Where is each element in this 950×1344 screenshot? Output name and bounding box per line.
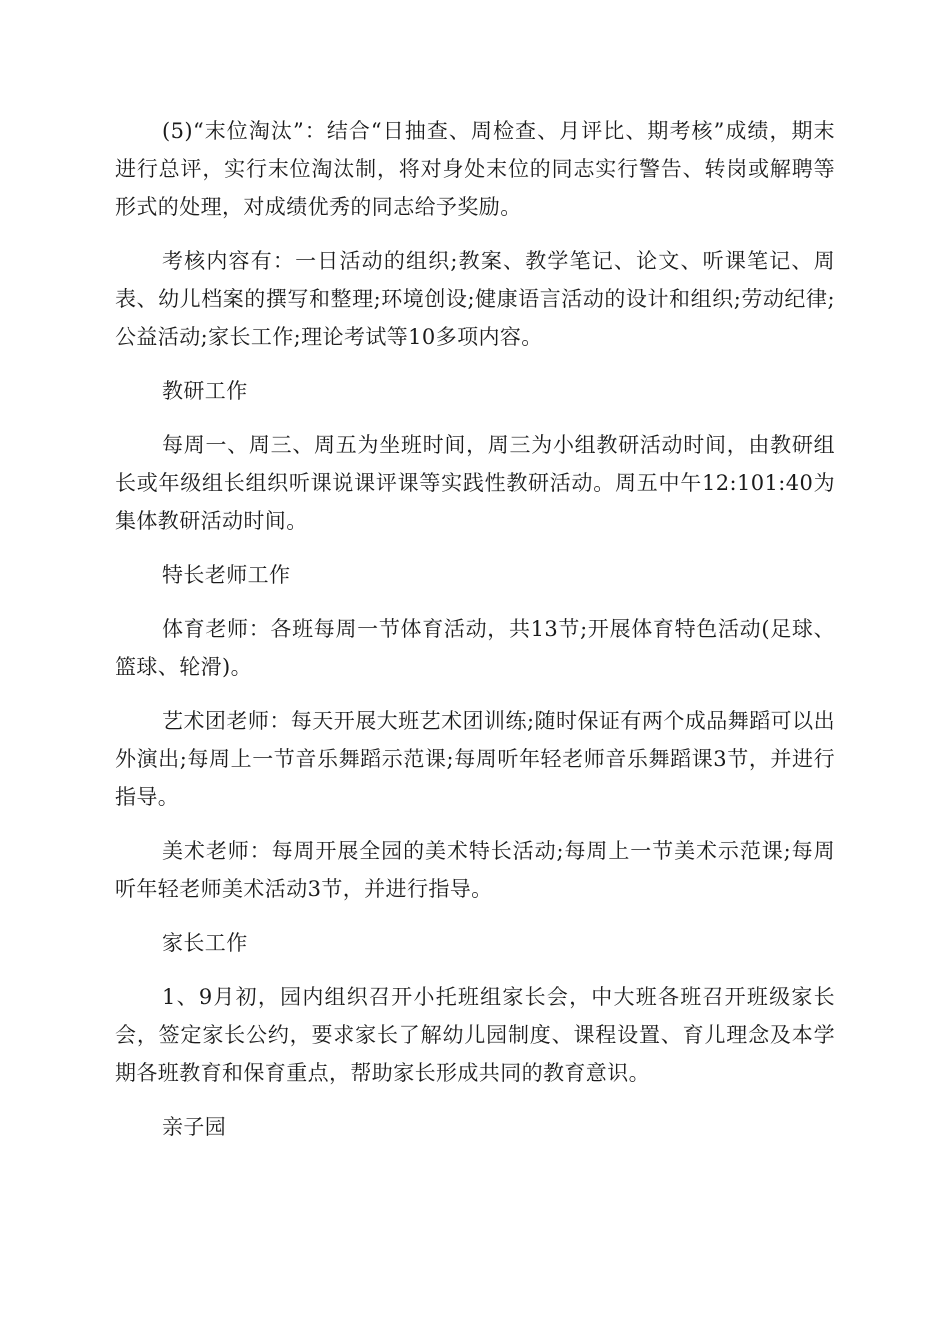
document-body xyxy=(115,112,835,1162)
section-heading-parent-child-garden: 亲子园 xyxy=(162,1115,227,1139)
section-heading-parent-work: 家长工作 xyxy=(162,931,248,955)
section-heading-teaching-research: 教研工作 xyxy=(162,379,248,403)
paragraph-teaching-research: 每周一、周三、周五为坐班时间，周三为小组教研活动时间，由教研组长或年级组长组织听课说课评课等实践性教研活动。周五中午12:101:40为集体教研活动时间。 xyxy=(115,433,835,533)
section-heading-specialist-teachers: 特长老师工作 xyxy=(162,563,291,587)
paragraph-art-troupe-teacher: 艺术团老师：每天开展大班艺术团训练;随时保证有两个成品舞蹈可以出外演出;每周上一节音乐舞蹈示范课;每周听年轻老师音乐舞蹈课3节，并进行指导。 xyxy=(115,709,835,809)
paragraph-parent-meeting: 1、9月初，园内组织召开小托班组家长会，中大班各班召开班级家长会，签定家长公约，要求家长了解幼儿园制度、课程设置、育儿理念及本学期各班教育和保育重点，帮助家长形成共同的教育意识。 xyxy=(115,985,835,1085)
paragraph-elimination: (5)“末位淘汰”：结合“日抽查、周检查、月评比、期考核”成绩，期末进行总评，实行末位淘汰制，将对身处末位的同志实行警告、转岗或解聘等形式的处理，对成绩优秀的同志给予奖励。 xyxy=(115,119,835,219)
paragraph-pe-teacher: 体育老师：各班每周一节体育活动，共13节;开展体育特色活动(足球、篮球、轮滑)。 xyxy=(115,617,835,679)
paragraph-fine-arts-teacher: 美术老师：每周开展全园的美术特长活动;每周上一节美术示范课;每周听年轻老师美术活动3节，并进行指导。 xyxy=(115,839,835,901)
paragraph-assessment-content: 考核内容有：一日活动的组织;教案、教学笔记、论文、听课笔记、周表、幼儿档案的撰写和整理;环境创设;健康语言活动的设计和组织;劳动纪律;公益活动;家长工作;理论考试等10多项内容。 xyxy=(115,249,835,349)
